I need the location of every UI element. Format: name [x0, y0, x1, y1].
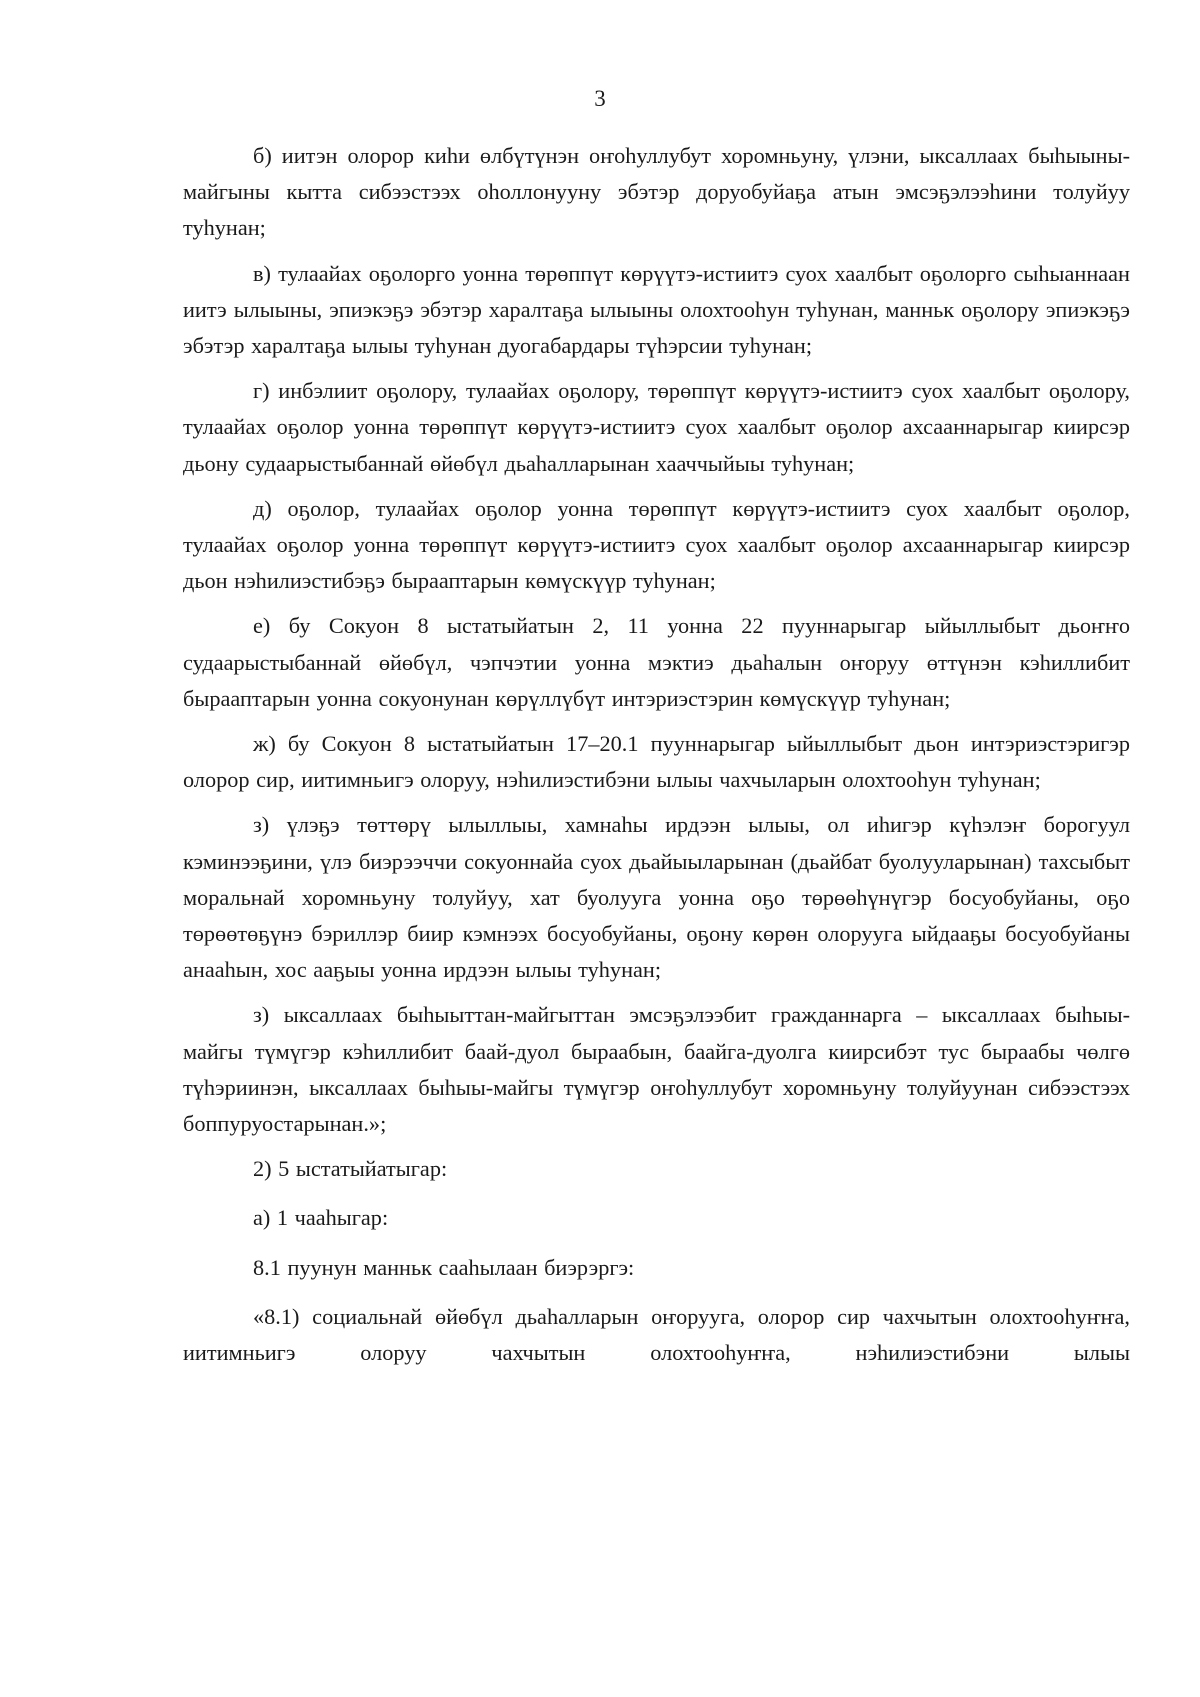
paragraph-8-1-intro: 8.1 пуунун манньк сааһылаан биэрэргэ: [253, 1254, 635, 1280]
paragraph-z: з) үлэҕэ төттөрү ылыллыы, хамнаһы ирдээн ылыы, ол иһигэр күһэлэҥ борогуул кэминээҕини, үлэ биэрээччи сокуоннайа суох дьайыыларынан (дьайбат буолууларынан) тахсыбыт моральнай хоромньуну толуйуу, хат буолууга уонна оҕо төрөөһүнүгэр босуобуйаны, оҕо төрөөтөҕүнэ бэриллэр биир кэмнээх босуобуйаны, оҕону көрөн олорууга ыйдааҕы босуобуйаны анааһын, хос ааҕыы уонна ирдээн ылыы туһунан; [183, 812, 1130, 983]
page-number: 3 [594, 86, 606, 111]
paragraph-subitem-a: а) 1 чааһыгар: [253, 1205, 389, 1231]
paragraph-v: в) тулаайах оҕолорго уонна төрөппүт көрүүтэ-истиитэ суох хаалбыт оҕолорго сыһыаннаан иитэ ылыыны, эпиэкэҕэ эбэтэр харалтаҕа ылыыны олохтооһун туһунан, манньк оҕолору эпиэкэҕэ эбэтэр харалтаҕа ылыы туһунан дуогабардары түһэрсии туһунан; [183, 260, 1130, 359]
paragraph-d: д) оҕолор, тулаайах оҕолор уонна төрөппүт көрүүтэ-истиитэ суох хаалбыт оҕолор, тулаайах оҕолор уонна төрөппүт көрүүтэ-истиитэ суох хаалбыт оҕолор ахсааннарыгар киирсэр дьон нэһилиэстибэҕэ бырааптарын көмүскүүр туһунан; [183, 495, 1130, 594]
paragraph-e: е) бу Сокуон 8 ыстатыйатын 2, 11 уонна 22 пууннарыгар ыйыллыбыт дьоҥҥо судаарыстыбаннай өйөбүл, чэпчэтии уонна мэктиэ дьаһалын оҥоруу өттүнэн кэһиллибит бырааптарын уонна сокуонунан көрүллүбүт интэриэстэрин көмүскүүр туһунан; [183, 613, 1130, 711]
paragraph-g: г) инбэлиит оҕолору, тулаайах оҕолору, төрөппүт көрүүтэ-истиитэ суох хаалбыт оҕолору, тулаайах оҕолор уонна төрөппүт көрүүтэ-истиитэ суох хаалбыт оҕолор ахсааннарыгар киирсэр дьону судаарыстыбаннай өйөбүл дьаһалларынан хааччыйыы туһунан; [183, 378, 1130, 476]
document-body [183, 138, 1130, 1380]
paragraph-z2: з) ыксаллаах быһыыттан-майгыттан эмсэҕэлээбит гражданнарга – ыксаллаах быһыы-майгы түмүгэр кэһиллибит баай-дуол быраабын, баайга-дуолга киирсибэт тус быраабы чөлгө түһэриинэн, ыксаллаах быһыы-майгы түмүгэр оҥоһуллубут хоромньуну толуйуунан сибээстээх боппуруостарынан.»; [183, 1002, 1130, 1137]
paragraph-b: б) иитэн олорор киһи өлбүтүнэн оҥоһуллубут хоромньуну, үлэни, ыксаллаах быһыыны-майгыны кытта сибээстээх оһоллонууну эбэтэр доруобуйаҕа атын эмсэҕэлээһини толуйуу туһунан; [183, 143, 1130, 241]
paragraph-8-1-text: «8.1) социальнай өйөбүл дьаһалларын оҥорууга, олорор сир чахчытын олохтооһуҥҥа, иитимньигэ олоруу чахчытын олохтооһуҥҥа, нэһилиэстибэни ылыы [183, 1303, 1130, 1366]
paragraph-item-2: 2) 5 ыстатыйатыгар: [253, 1156, 448, 1182]
paragraph-zh: ж) бу Сокуон 8 ыстатыйатын 17–20.1 пууннарыгар ыйыллыбыт дьон интэриэстэригэр олорор сир, иитимньигэ олоруу, нэһилиэстибэни ылыы чахчыларын олохтооһун туһунан; [183, 731, 1130, 793]
